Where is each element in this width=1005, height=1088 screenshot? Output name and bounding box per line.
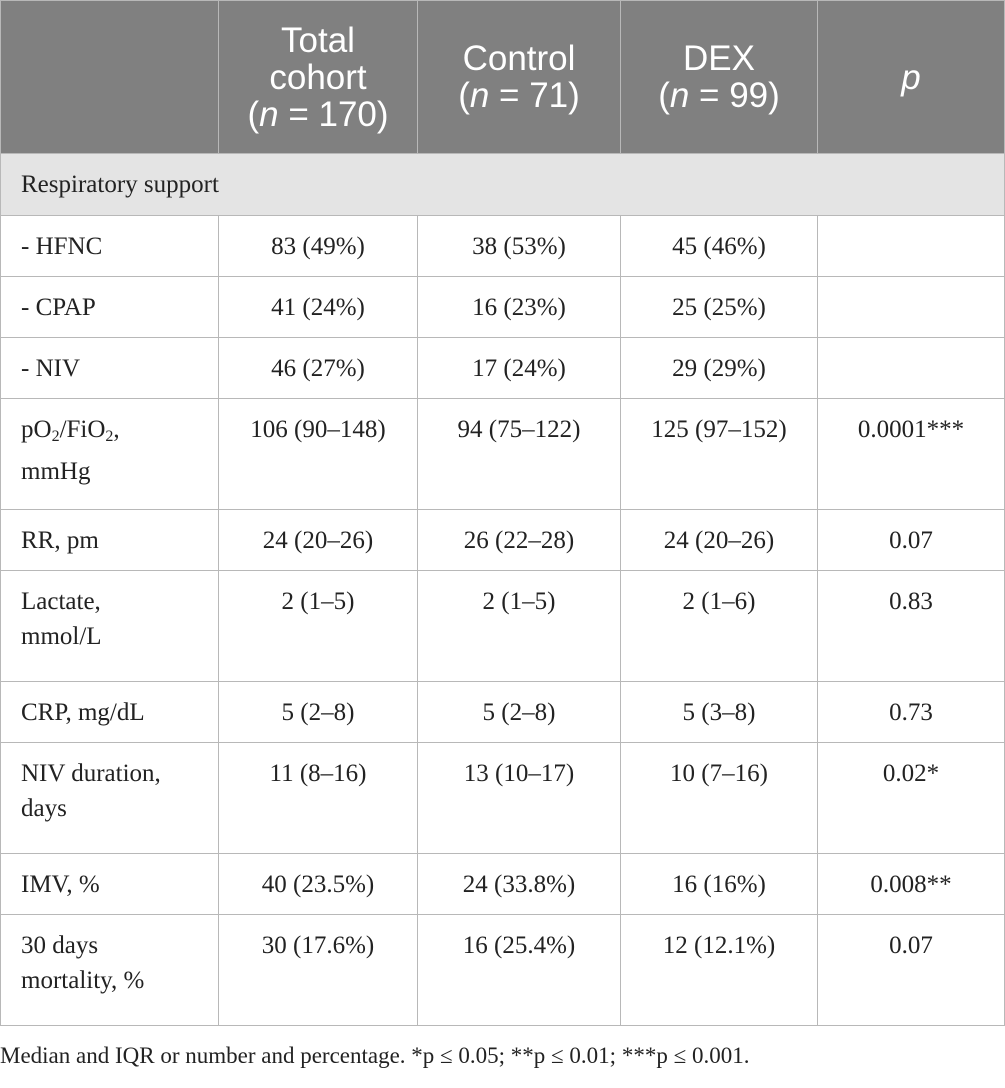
cell-p: 0.07 [818,915,1005,1026]
table-row [1,571,1005,682]
label-line1: 30 days [21,932,99,959]
cell-control: 24 (33.8%) [418,854,621,915]
row-label: - CPAP [1,277,219,338]
cell-dex: 10 (7–16) [621,743,818,854]
cell-p: 0.83 [818,571,1005,682]
cell-p: 0.0001*** [818,399,1005,510]
cell-control: 5 (2–8) [418,682,621,743]
label-sub: 2 [105,428,114,445]
cell-dex: 125 (97–152) [621,399,818,510]
header-control-count: = 71) [499,76,580,115]
header-empty [1,1,219,154]
row-label: IMV, % [1,854,219,915]
cell-total: 30 (17.6%) [219,915,418,1026]
cell-total: 24 (20–26) [219,510,418,571]
row-label [1,571,219,682]
label-po: pO [21,416,52,443]
cell-dex: 16 (16%) [621,854,818,915]
cell-control: 38 (53%) [418,216,621,277]
table-row [1,682,1005,743]
header-dex-line1: DEX [683,39,755,78]
cell-dex: 24 (20–26) [621,510,818,571]
cell-total: 41 (24%) [219,277,418,338]
header-p-label: p [901,57,921,97]
table-row [1,216,1005,277]
table-row [1,743,1005,854]
section-row [1,154,1005,216]
row-label: CRP, mg/dL [1,682,219,743]
cell-total: 2 (1–5) [219,571,418,682]
table-row [1,915,1005,1026]
section-respiratory-support: Respiratory support [1,154,1005,216]
label-line1: Lactate, [21,588,101,615]
cell-control: 94 (75–122) [418,399,621,510]
table-row [1,399,1005,510]
cell-control: 16 (23%) [418,277,621,338]
cell-total: 40 (23.5%) [219,854,418,915]
header-control-n: n [469,76,490,115]
cell-total: 83 (49%) [219,216,418,277]
header-p [818,1,1005,154]
header-control-line1: Control [462,39,576,78]
row-label [1,743,219,854]
cell-p: 0.02* [818,743,1005,854]
row-label [1,399,219,510]
cell-dex: 29 (29%) [621,338,818,399]
header-dex-count: = 99) [699,76,780,115]
header-total-n: n [259,94,279,134]
row-label: - NIV [1,338,219,399]
header-dex: DEX (n = 99) [621,1,818,154]
cell-dex: 45 (46%) [621,216,818,277]
cell-p: 0.008** [818,854,1005,915]
header-row [1,1,1005,154]
row-label: - HFNC [1,216,219,277]
header-control: Control (n = 71) [418,1,621,154]
label-line1: NIV duration, [21,760,161,787]
table-row [1,854,1005,915]
table-footnote: Median and IQR or number and percentage. *p ≤ 0.05; **p ≤ 0.01; ***p ≤ 0.001. [0,1043,750,1068]
label-comma: , [113,416,120,443]
row-label: RR, pm [1,510,219,571]
cell-total: 11 (8–16) [219,743,418,854]
label-line2: days [21,795,67,822]
header-dex-n: n [669,76,690,115]
cell-p: 0.07 [818,510,1005,571]
header-total-cohort: Total cohort (n = 170) [219,1,418,154]
table-row [1,338,1005,399]
label-unit: mmHg [21,458,91,485]
cell-dex: 5 (3–8) [621,682,818,743]
header-total-line2: cohort [269,57,367,97]
cell-p: 0.73 [818,682,1005,743]
cell-p [818,277,1005,338]
cell-p [818,216,1005,277]
cell-dex: 12 (12.1%) [621,915,818,1026]
cell-p [818,338,1005,399]
label-line2: mortality, % [21,967,145,994]
cell-control: 2 (1–5) [418,571,621,682]
label-sub: 2 [51,428,60,445]
header-total-line1: Total [281,20,355,60]
table-row [1,277,1005,338]
table-row [1,510,1005,571]
cell-control: 16 (25.4%) [418,915,621,1026]
cell-control: 13 (10–17) [418,743,621,854]
cell-total: 106 (90–148) [219,399,418,510]
label-line2: mmol/L [21,623,102,650]
cell-control: 17 (24%) [418,338,621,399]
cell-total: 5 (2–8) [219,682,418,743]
header-total-count: = 170) [288,94,389,134]
label-fio: /FiO [59,416,106,443]
cell-control: 26 (22–28) [418,510,621,571]
row-label [1,915,219,1026]
cell-dex: 25 (25%) [621,277,818,338]
cell-total: 46 (27%) [219,338,418,399]
cell-dex: 2 (1–6) [621,571,818,682]
